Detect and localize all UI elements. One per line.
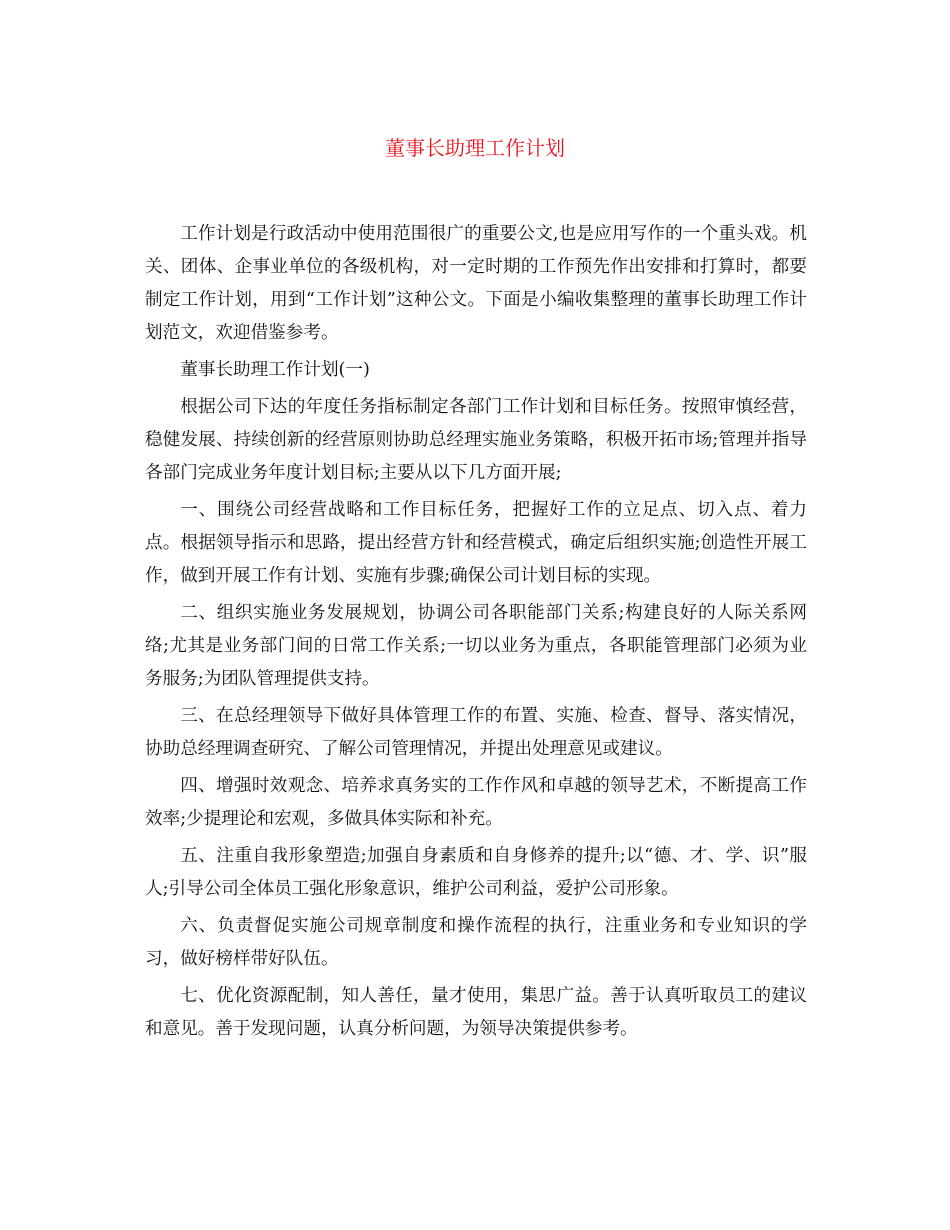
paragraph-intro: 工作计划是行政活动中使用范围很广的重要公文,也是应用写作的一个重头戏。机关、团体、企事业单位的各级机构，对一定时期的工作预先作出安排和打算时，都要制定工作计划，用到“工作计划”这种公文。下面是小编收集整理的董事长助理工作计划范文，欢迎借鉴参考。 bbox=[145, 224, 807, 343]
document-body bbox=[145, 218, 807, 1050]
paragraph-item-4: 四、增强时效观念、培养求真务实的工作作风和卓越的领导艺术，不断提高工作效率;少提理论和宏观，多做具体实际和补充。 bbox=[145, 776, 807, 829]
paragraph-overview: 根据公司下达的年度任务指标制定各部门工作计划和目标任务。按照审慎经营，稳健发展、持续创新的经营原则协助总经理实施业务策略，积极开拓市场;管理并指导各部门完成业务年度计划目标;主要从以下几方面开展; bbox=[145, 397, 807, 483]
paragraph-item-2: 二、组织实施业务发展规划，协调公司各职能部门关系;构建良好的人际关系网络;尤其是业务部门间的日常工作关系;一切以业务为重点，各职能管理部门必须为业务服务;为团队管理提供支持。 bbox=[145, 603, 807, 689]
paragraph-item-6: 六、负责督促实施公司规章制度和操作流程的执行，注重业务和专业知识的学习，做好榜样带好队伍。 bbox=[145, 916, 807, 969]
paragraph-item-7: 七、优化资源配制，知人善任，量才使用，集思广益。善于认真听取员工的建议和意见。善于发现问题，认真分析问题，为领导决策提供参考。 bbox=[145, 986, 807, 1039]
document-title: 董事长助理工作计划 bbox=[385, 136, 565, 160]
paragraph-item-3: 三、在总经理领导下做好具体管理工作的布置、实施、检查、督导、落实情况，协助总经理调查研究、了解公司管理情况，并提出处理意见或建议。 bbox=[145, 706, 807, 759]
paragraph-item-5: 五、注重自我形象塑造;加强自身素质和自身修养的提升;以“德、才、学、识”服人;引导公司全体员工强化形象意识，维护公司利益，爱护公司形象。 bbox=[145, 846, 807, 899]
section-heading-plan-one: 董事长助理工作计划(一) bbox=[180, 360, 370, 380]
paragraph-item-1: 一、围绕公司经营战略和工作目标任务，把握好工作的立足点、切入点、着力点。根据领导指示和思路，提出经营方针和经营模式，确定后组织实施;创造性开展工作，做到开展工作有计划、实施有步骤;确保公司计划目标的实现。 bbox=[145, 500, 807, 586]
